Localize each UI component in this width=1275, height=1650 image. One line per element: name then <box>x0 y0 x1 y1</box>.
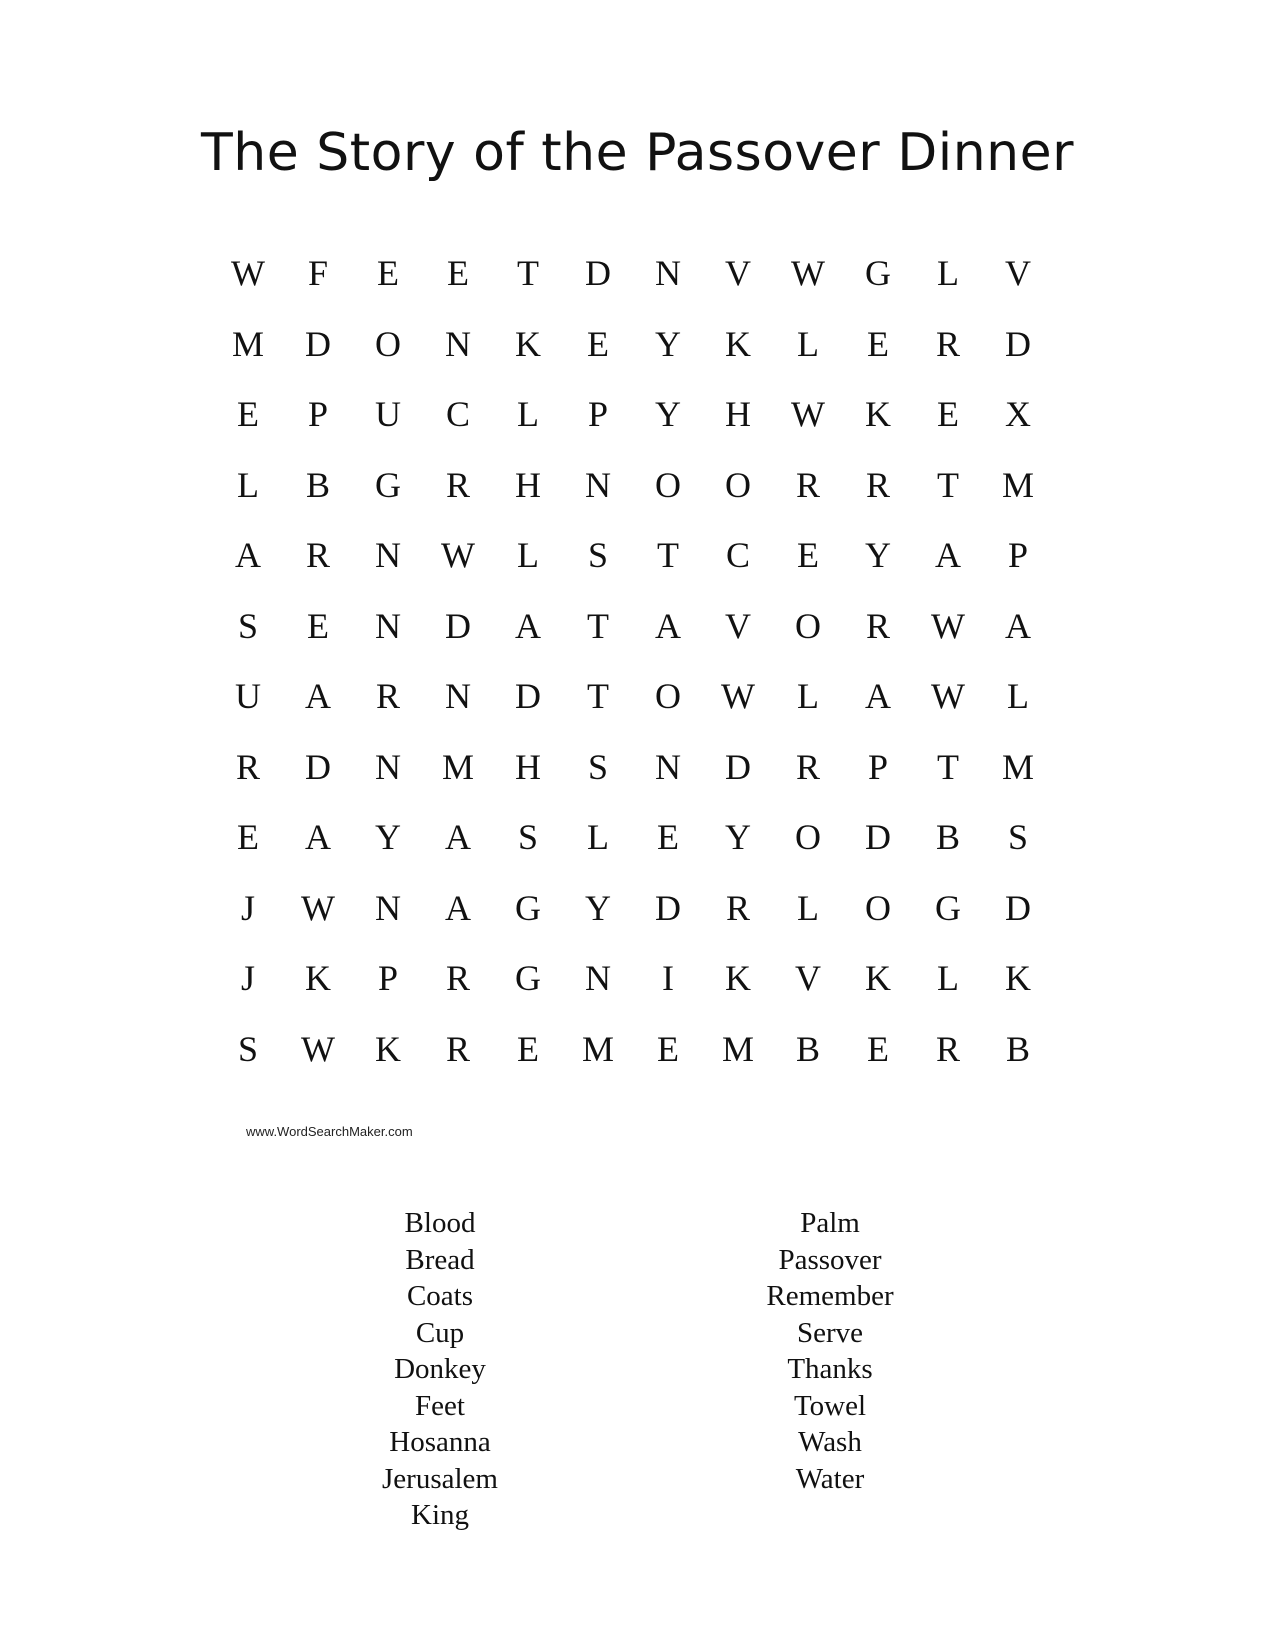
grid-letter: K <box>865 958 891 998</box>
grid-letter: L <box>587 817 609 857</box>
grid-letter: Y <box>655 323 681 364</box>
grid-letter: P <box>307 394 329 434</box>
grid-letter: V <box>1005 253 1031 293</box>
grid-letter: V <box>725 253 751 293</box>
grid-row <box>213 661 1053 732</box>
grid-letter: K <box>375 1028 401 1069</box>
word-list-item: Hosanna <box>389 1426 491 1458</box>
grid-letter: K <box>865 394 891 434</box>
grid-row <box>213 450 1053 521</box>
grid-letter: R <box>445 1028 470 1069</box>
grid-row <box>213 520 1053 591</box>
grid-letter: S <box>237 1028 259 1069</box>
grid-letter: N <box>375 605 401 646</box>
grid-letter: N <box>655 746 681 787</box>
grid-letter: W <box>721 676 755 716</box>
grid-letter: F <box>307 253 329 293</box>
grid-letter: D <box>305 746 331 787</box>
grid-letter: I <box>662 958 674 998</box>
grid-letter: A <box>935 535 961 575</box>
grid-letter: T <box>937 464 959 505</box>
grid-letter: R <box>445 958 470 998</box>
grid-letter: W <box>791 394 825 434</box>
grid-letter: M <box>581 1028 614 1069</box>
grid-letter: N <box>375 535 401 575</box>
grid-letter: O <box>655 464 681 505</box>
grid-row <box>213 943 1053 1014</box>
grid-letter: V <box>795 958 821 998</box>
grid-letter: G <box>865 253 891 293</box>
grid-letter: T <box>517 253 539 293</box>
grid-letter: E <box>447 253 469 293</box>
grid-letter: R <box>375 676 400 716</box>
grid-letter: B <box>1005 1028 1030 1069</box>
grid-letter: R <box>935 1028 960 1069</box>
grid-letter: L <box>1007 676 1029 716</box>
grid-letter: R <box>235 746 260 787</box>
grid-letter: U <box>375 394 401 434</box>
grid-letter: W <box>931 676 965 716</box>
grid-letter: L <box>517 535 539 575</box>
grid-letter: E <box>237 817 259 857</box>
grid-letter: E <box>867 1028 889 1069</box>
grid-letter: R <box>795 746 820 787</box>
grid-row <box>213 1014 1053 1085</box>
word-list-right <box>680 1205 980 1497</box>
grid-letter: P <box>587 394 609 434</box>
letter-grid <box>213 238 1053 1084</box>
grid-letter: P <box>1007 535 1029 575</box>
grid-letter: O <box>795 817 821 857</box>
word-list-item: Jerusalem <box>382 1462 498 1495</box>
grid-letter: D <box>515 676 541 716</box>
grid-letter: L <box>797 676 819 716</box>
grid-letter: O <box>795 605 821 646</box>
grid-letter: C <box>445 394 470 434</box>
grid-letter: T <box>587 605 609 646</box>
grid-letter: N <box>445 323 471 364</box>
grid-letter: Y <box>725 817 751 857</box>
grid-row <box>213 591 1053 662</box>
grid-letter: Y <box>655 394 681 434</box>
grid-letter: G <box>935 887 961 928</box>
grid-row <box>213 802 1053 873</box>
grid-letter: T <box>937 746 959 787</box>
grid-letter: T <box>587 676 609 716</box>
word-list-item: Serve <box>796 1316 864 1349</box>
grid-row <box>213 309 1053 380</box>
grid-letter: D <box>585 253 611 293</box>
word-list-item: Bread <box>405 1243 475 1276</box>
word-list-item: Donkey <box>394 1353 486 1385</box>
grid-letter: P <box>867 746 889 787</box>
grid-letter: A <box>235 535 261 575</box>
word-list-item: Thanks <box>787 1353 873 1385</box>
grid-letter: A <box>865 676 891 716</box>
grid-letter: E <box>937 394 959 434</box>
grid-letter: B <box>795 1028 820 1069</box>
website-credit: www.WordSearchMaker.com <box>246 1124 413 1139</box>
grid-letter: S <box>587 746 609 787</box>
grid-letter: B <box>935 817 960 857</box>
grid-letter: W <box>301 887 335 928</box>
grid-letter: K <box>515 323 541 364</box>
grid-letter: H <box>515 746 541 787</box>
grid-letter: W <box>441 535 475 575</box>
grid-letter: R <box>445 464 470 505</box>
page-title: The Story of the Passover Dinner <box>201 123 1074 183</box>
grid-letter: E <box>657 817 679 857</box>
grid-letter: R <box>935 323 960 364</box>
grid-letter: L <box>937 253 959 293</box>
grid-letter: D <box>865 817 891 857</box>
grid-letter: U <box>235 676 261 716</box>
grid-letter: H <box>725 394 751 434</box>
grid-letter: D <box>305 323 331 364</box>
grid-letter: O <box>725 464 751 505</box>
grid-letter: L <box>237 464 259 505</box>
word-list-item: Feet <box>415 1389 465 1422</box>
grid-row <box>213 732 1053 803</box>
grid-letter: O <box>865 887 891 928</box>
grid-letter: H <box>515 464 541 505</box>
grid-letter: Y <box>375 817 401 857</box>
grid-letter: T <box>657 535 679 575</box>
grid-letter: Y <box>865 535 891 575</box>
grid-letter: W <box>301 1028 335 1069</box>
grid-letter: K <box>1005 958 1031 998</box>
grid-letter: S <box>237 605 259 646</box>
word-list-item: King <box>411 1499 469 1531</box>
grid-letter: N <box>655 253 681 293</box>
word-list-item: Cup <box>415 1316 465 1349</box>
grid-letter: A <box>445 817 471 857</box>
grid-letter: Y <box>585 887 611 928</box>
grid-letter: L <box>797 887 819 928</box>
word-list-left <box>290 1205 590 1534</box>
grid-letter: A <box>1005 605 1031 646</box>
grid-letter: R <box>795 464 820 505</box>
grid-letter: L <box>517 394 539 434</box>
word-list-item: Remember <box>766 1280 894 1312</box>
grid-letter: K <box>725 958 751 998</box>
grid-letter: V <box>725 605 751 646</box>
grid-letter: R <box>865 464 890 505</box>
grid-letter: E <box>587 323 609 364</box>
grid-letter: S <box>517 817 539 857</box>
grid-letter: E <box>657 1028 679 1069</box>
grid-letter: A <box>445 887 471 928</box>
grid-letter: C <box>725 535 750 575</box>
grid-letter: N <box>445 676 471 716</box>
grid-letter: M <box>1001 746 1034 787</box>
grid-letter: N <box>375 746 401 787</box>
grid-letter: R <box>725 887 750 928</box>
grid-letter: O <box>655 676 681 716</box>
grid-letter: A <box>305 676 331 716</box>
grid-letter: A <box>515 605 541 646</box>
grid-letter: G <box>515 958 541 998</box>
grid-letter: O <box>375 323 401 364</box>
grid-letter: S <box>1007 817 1029 857</box>
grid-letter: N <box>585 464 611 505</box>
grid-letter: K <box>305 958 331 998</box>
grid-letter: G <box>515 887 541 928</box>
grid-letter: W <box>231 253 265 293</box>
grid-letter: R <box>305 535 330 575</box>
grid-letter: X <box>1005 394 1031 434</box>
grid-row <box>213 379 1053 450</box>
grid-letter: N <box>375 887 401 928</box>
grid-letter: S <box>587 535 609 575</box>
grid-letter: P <box>377 958 399 998</box>
grid-letter: D <box>1005 887 1031 928</box>
grid-letter: N <box>585 958 611 998</box>
grid-letter: R <box>865 605 890 646</box>
word-list-item: Passover <box>778 1243 882 1276</box>
grid-letter: W <box>791 253 825 293</box>
grid-letter: L <box>937 958 959 998</box>
grid-letter: M <box>231 323 264 364</box>
grid-letter: E <box>377 253 399 293</box>
grid-letter: E <box>237 394 259 434</box>
grid-letter: M <box>441 746 474 787</box>
word-list-item: Water <box>795 1462 865 1495</box>
grid-letter: D <box>1005 323 1031 364</box>
grid-letter: E <box>307 605 329 646</box>
grid-letter: L <box>797 323 819 364</box>
grid-row <box>213 238 1053 309</box>
word-list-item: Blood <box>404 1207 476 1239</box>
grid-letter: E <box>867 323 889 364</box>
grid-letter: W <box>931 605 965 646</box>
grid-letter: K <box>725 323 751 364</box>
word-list-item: Wash <box>798 1426 862 1458</box>
word-list-item: Palm <box>800 1207 860 1239</box>
grid-letter: D <box>655 887 681 928</box>
grid-letter: J <box>240 887 255 928</box>
word-list-item: Coats <box>406 1280 474 1312</box>
grid-letter: B <box>305 464 330 505</box>
grid-letter: M <box>721 1028 754 1069</box>
grid-letter: D <box>445 605 471 646</box>
word-list-item: Towel <box>793 1389 867 1422</box>
grid-letter: G <box>375 464 401 505</box>
grid-letter: D <box>725 746 751 787</box>
grid-row <box>213 873 1053 944</box>
grid-letter: E <box>797 535 819 575</box>
grid-letter: M <box>1001 464 1034 505</box>
grid-letter: A <box>305 817 331 857</box>
grid-letter: J <box>240 958 255 998</box>
grid-letter: E <box>517 1028 539 1069</box>
grid-letter: A <box>655 605 681 646</box>
